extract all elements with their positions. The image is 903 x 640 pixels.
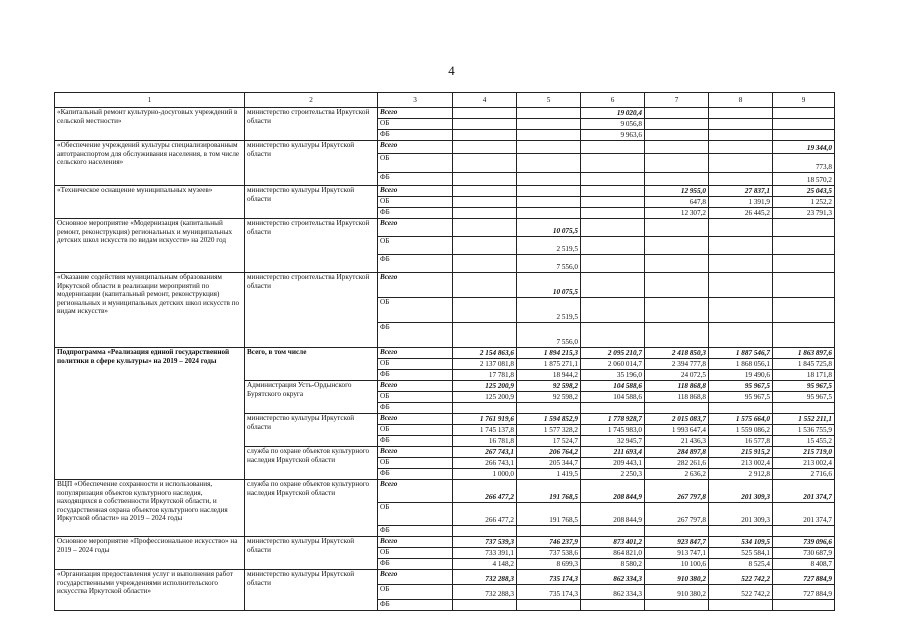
- value-cell: 266 477,2: [453, 480, 517, 503]
- col-header: 2: [245, 93, 378, 108]
- funding-source: ФБ: [378, 436, 453, 447]
- funding-source: ОБ: [378, 119, 453, 130]
- value-cell: [709, 108, 773, 119]
- funding-source: ФБ: [378, 526, 453, 537]
- funding-source: Всего: [378, 141, 453, 154]
- value-cell: [709, 403, 773, 414]
- value-cell: [453, 298, 517, 323]
- value-cell: 1 761 919,6: [453, 414, 517, 425]
- table-row: [55, 348, 835, 359]
- table-row: [55, 480, 835, 503]
- value-cell: [517, 600, 581, 611]
- table-row: [55, 186, 835, 197]
- value-cell: 24 072,5: [645, 370, 709, 381]
- value-cell: [645, 273, 709, 298]
- value-cell: 95 967,5: [709, 392, 773, 403]
- value-cell: 923 847,7: [645, 537, 709, 548]
- value-cell: 18 570,2: [773, 173, 835, 186]
- value-cell: 215 719,0: [773, 447, 835, 458]
- value-cell: 1 745 983,0: [581, 425, 645, 436]
- value-cell: 15 455,2: [773, 436, 835, 447]
- table-row: [55, 108, 835, 119]
- value-cell: [453, 273, 517, 298]
- value-cell: [773, 108, 835, 119]
- value-cell: 733 391,1: [453, 548, 517, 559]
- value-cell: [773, 298, 835, 323]
- value-cell: [773, 119, 835, 130]
- funding-source: ОБ: [378, 154, 453, 173]
- value-cell: 732 288,3: [453, 570, 517, 585]
- value-cell: 1 575 664,0: [709, 414, 773, 425]
- value-cell: 9 056,8: [581, 119, 645, 130]
- measure-name: «Обеспечение учреждений культуры специализированным автотранспортом для обслуживания населения, в том числе сельского населения»: [55, 141, 245, 186]
- value-cell: [773, 323, 835, 348]
- value-cell: 10 075,5: [517, 273, 581, 298]
- value-cell: [709, 141, 773, 154]
- value-cell: [709, 119, 773, 130]
- value-cell: 267 743,1: [453, 447, 517, 458]
- value-cell: 201 374,7: [773, 503, 835, 526]
- value-cell: 205 344,7: [517, 458, 581, 469]
- value-cell: 215 915,2: [709, 447, 773, 458]
- value-cell: 8 580,2: [581, 559, 645, 570]
- col-header: 4: [453, 93, 517, 108]
- value-cell: 1 845 725,8: [773, 359, 835, 370]
- value-cell: [453, 119, 517, 130]
- executor: министерство культуры Иркутской области: [245, 414, 378, 447]
- value-cell: 16 577,8: [709, 436, 773, 447]
- value-cell: 104 588,6: [581, 381, 645, 392]
- funding-source: Всего: [378, 381, 453, 392]
- value-cell: 266 743,1: [453, 458, 517, 469]
- value-cell: 95 967,5: [773, 392, 835, 403]
- value-cell: [773, 255, 835, 273]
- value-cell: 1 552 211,1: [773, 414, 835, 425]
- value-cell: 201 309,3: [709, 480, 773, 503]
- value-cell: 25 043,5: [773, 186, 835, 197]
- value-cell: 735 174,3: [517, 585, 581, 600]
- value-cell: 1 252,2: [773, 197, 835, 208]
- col-header: 3: [378, 93, 453, 108]
- funding-source: ОБ: [378, 298, 453, 323]
- value-cell: [773, 130, 835, 141]
- funding-source: Всего: [378, 273, 453, 298]
- value-cell: 118 868,8: [645, 381, 709, 392]
- value-cell: 1 993 647,4: [645, 425, 709, 436]
- page-number: 4: [448, 63, 455, 78]
- value-cell: [581, 154, 645, 173]
- value-cell: 522 742,2: [709, 570, 773, 585]
- value-cell: 10 075,5: [517, 219, 581, 237]
- value-cell: 1 594 852,9: [517, 414, 581, 425]
- funding-source: ОБ: [378, 237, 453, 255]
- value-cell: [581, 237, 645, 255]
- col-header: 5: [517, 93, 581, 108]
- executor: служба по охране объектов культурного наследия Иркутской области: [245, 480, 378, 537]
- value-cell: 1 778 928,7: [581, 414, 645, 425]
- value-cell: 737 538,6: [517, 548, 581, 559]
- value-cell: 4 148,2: [453, 559, 517, 570]
- value-cell: [773, 526, 835, 537]
- value-cell: [709, 273, 773, 298]
- funding-source: ФБ: [378, 130, 453, 141]
- value-cell: [581, 173, 645, 186]
- measure-name: «Организация предоставления услуг и выполнения работ государственными учреждениями исполнительского искусства Иркутской области»: [55, 570, 245, 611]
- value-cell: 2 095 210,7: [581, 348, 645, 359]
- value-cell: 647,8: [645, 197, 709, 208]
- value-cell: [453, 173, 517, 186]
- value-cell: 862 334,3: [581, 570, 645, 585]
- value-cell: [453, 323, 517, 348]
- value-cell: 1 863 897,6: [773, 348, 835, 359]
- value-cell: 21 436,3: [645, 436, 709, 447]
- value-cell: 10 100,6: [645, 559, 709, 570]
- value-cell: 206 764,2: [517, 447, 581, 458]
- value-cell: 17 781,8: [453, 370, 517, 381]
- value-cell: 910 380,2: [645, 585, 709, 600]
- value-cell: 18 171,8: [773, 370, 835, 381]
- value-cell: [709, 173, 773, 186]
- value-cell: [517, 208, 581, 219]
- value-cell: [453, 130, 517, 141]
- value-cell: 266 477,2: [453, 503, 517, 526]
- value-cell: [517, 108, 581, 119]
- table-row: [55, 219, 835, 237]
- value-cell: 118 868,8: [645, 392, 709, 403]
- value-cell: [581, 141, 645, 154]
- value-cell: 2 015 083,7: [645, 414, 709, 425]
- value-cell: 2 137 081,8: [453, 359, 517, 370]
- value-cell: 2 912,8: [709, 469, 773, 480]
- value-cell: 9 963,6: [581, 130, 645, 141]
- col-header: 7: [645, 93, 709, 108]
- table-row: [55, 537, 835, 548]
- value-cell: 17 524,7: [517, 436, 581, 447]
- funding-source: ОБ: [378, 392, 453, 403]
- value-cell: [517, 197, 581, 208]
- value-cell: 910 380,2: [645, 570, 709, 585]
- value-cell: 2 418 850,3: [645, 348, 709, 359]
- value-cell: 95 967,5: [709, 381, 773, 392]
- value-cell: 2 636,2: [645, 469, 709, 480]
- value-cell: [773, 219, 835, 237]
- value-cell: [453, 186, 517, 197]
- value-cell: 12 307,2: [645, 208, 709, 219]
- measure-name: Основное мероприятие «Модернизация (капитальный ремонт, реконструкция) региональных и муниципальных детских школ искусств по видам искусств» на 2020 год: [55, 219, 245, 273]
- value-cell: 522 742,2: [709, 585, 773, 600]
- value-cell: 1 559 086,2: [709, 425, 773, 436]
- value-cell: 27 837,1: [709, 186, 773, 197]
- value-cell: [453, 600, 517, 611]
- value-cell: [453, 197, 517, 208]
- value-cell: [453, 141, 517, 154]
- budget-table: [54, 92, 835, 611]
- value-cell: [517, 186, 581, 197]
- executor: Всего, в том числе: [245, 348, 378, 381]
- value-cell: [453, 237, 517, 255]
- value-cell: 534 109,5: [709, 537, 773, 548]
- value-cell: 201 309,3: [709, 503, 773, 526]
- value-cell: 739 096,6: [773, 537, 835, 548]
- value-cell: [709, 323, 773, 348]
- value-cell: 104 588,6: [581, 392, 645, 403]
- value-cell: [645, 154, 709, 173]
- measure-name: Основное мероприятие «Профессиональное искусство» на 2019 – 2024 годы: [55, 537, 245, 570]
- funding-source: ФБ: [378, 600, 453, 611]
- value-cell: [709, 130, 773, 141]
- funding-source: ФБ: [378, 255, 453, 273]
- value-cell: [645, 600, 709, 611]
- value-cell: 92 598,2: [517, 381, 581, 392]
- value-cell: 125 200,9: [453, 381, 517, 392]
- measure-name: Подпрограмма «Реализация единой государственной политики в сфере культуры» на 2019 – 2024 годы: [55, 348, 245, 480]
- executor: министерство культуры Иркутской области: [245, 141, 378, 186]
- value-cell: 26 445,2: [709, 208, 773, 219]
- value-cell: [453, 219, 517, 237]
- value-cell: 267 797,8: [645, 480, 709, 503]
- table-body: [55, 108, 835, 611]
- value-cell: 1 577 328,2: [517, 425, 581, 436]
- value-cell: [581, 186, 645, 197]
- value-cell: [645, 219, 709, 237]
- value-cell: 213 002,4: [709, 458, 773, 469]
- value-cell: [645, 403, 709, 414]
- value-cell: 732 288,3: [453, 585, 517, 600]
- value-cell: 735 174,3: [517, 570, 581, 585]
- value-cell: [645, 108, 709, 119]
- value-cell: 1 536 755,9: [773, 425, 835, 436]
- value-cell: [581, 526, 645, 537]
- funding-source: ОБ: [378, 425, 453, 436]
- value-cell: [645, 173, 709, 186]
- value-cell: 19 020,4: [581, 108, 645, 119]
- value-cell: [517, 173, 581, 186]
- funding-source: Всего: [378, 480, 453, 503]
- value-cell: 864 821,0: [581, 548, 645, 559]
- value-cell: 211 693,4: [581, 447, 645, 458]
- funding-source: ОБ: [378, 548, 453, 559]
- funding-source: ОБ: [378, 585, 453, 600]
- funding-source: ОБ: [378, 197, 453, 208]
- value-cell: [581, 208, 645, 219]
- value-cell: 727 884,9: [773, 585, 835, 600]
- value-cell: 8 699,3: [517, 559, 581, 570]
- value-cell: 7 556,0: [517, 255, 581, 273]
- value-cell: 208 844,9: [581, 480, 645, 503]
- value-cell: 267 797,8: [645, 503, 709, 526]
- value-cell: 1 894 215,3: [517, 348, 581, 359]
- value-cell: [517, 526, 581, 537]
- value-cell: [517, 119, 581, 130]
- value-cell: 913 747,1: [645, 548, 709, 559]
- value-cell: 1 000,0: [453, 469, 517, 480]
- funding-source: ФБ: [378, 208, 453, 219]
- funding-source: Всего: [378, 108, 453, 119]
- value-cell: 1 868 056,1: [709, 359, 773, 370]
- value-cell: 1 391,9: [709, 197, 773, 208]
- col-header: 8: [709, 93, 773, 108]
- value-cell: [453, 208, 517, 219]
- value-cell: [453, 403, 517, 414]
- value-cell: [645, 298, 709, 323]
- table-row: [55, 273, 835, 298]
- value-cell: 873 401,2: [581, 537, 645, 548]
- executor: министерство строительства Иркутской области: [245, 219, 378, 273]
- value-cell: 209 443,1: [581, 458, 645, 469]
- value-cell: 125 200,9: [453, 392, 517, 403]
- value-cell: 2 716,6: [773, 469, 835, 480]
- value-cell: 208 844,9: [581, 503, 645, 526]
- value-cell: [709, 600, 773, 611]
- funding-source: ОБ: [378, 503, 453, 526]
- value-cell: 862 334,3: [581, 585, 645, 600]
- value-cell: 32 945,7: [581, 436, 645, 447]
- executor: Администрация Усть-Ордынского Бурятского округа: [245, 381, 378, 414]
- value-cell: 730 687,9: [773, 548, 835, 559]
- value-cell: [581, 600, 645, 611]
- value-cell: 746 237,9: [517, 537, 581, 548]
- value-cell: [581, 197, 645, 208]
- value-cell: [709, 526, 773, 537]
- funding-source: ФБ: [378, 403, 453, 414]
- value-cell: 19 490,6: [709, 370, 773, 381]
- value-cell: 191 768,5: [517, 480, 581, 503]
- value-cell: 1 419,5: [517, 469, 581, 480]
- value-cell: [517, 130, 581, 141]
- measure-name: «Оказание содействия муниципальным образованиям Иркутской области в реализации мероприятий по модернизации (капитальный ремонт, реконструкция) региональных и муниципальных детских школ искусств по видам искусств»: [55, 273, 245, 348]
- value-cell: 92 598,2: [517, 392, 581, 403]
- value-cell: 2 519,5: [517, 237, 581, 255]
- value-cell: [709, 219, 773, 237]
- value-cell: [709, 255, 773, 273]
- value-cell: [453, 108, 517, 119]
- measure-name: «Техническое оснащение муниципальных музеев»: [55, 186, 245, 219]
- value-cell: [453, 526, 517, 537]
- value-cell: 737 539,3: [453, 537, 517, 548]
- value-cell: 19 344,0: [773, 141, 835, 154]
- value-cell: 727 884,9: [773, 570, 835, 585]
- value-cell: [645, 130, 709, 141]
- funding-source: ОБ: [378, 458, 453, 469]
- value-cell: 525 584,1: [709, 548, 773, 559]
- value-cell: [709, 237, 773, 255]
- col-header: 1: [55, 93, 245, 108]
- value-cell: [709, 154, 773, 173]
- value-cell: 95 967,5: [773, 381, 835, 392]
- value-cell: [517, 154, 581, 173]
- value-cell: 2 394 777,8: [645, 359, 709, 370]
- value-cell: 7 556,0: [517, 323, 581, 348]
- value-cell: 35 196,0: [581, 370, 645, 381]
- value-cell: [581, 273, 645, 298]
- value-cell: 16 781,8: [453, 436, 517, 447]
- funding-source: Всего: [378, 414, 453, 425]
- value-cell: 1 745 137,8: [453, 425, 517, 436]
- value-cell: [581, 403, 645, 414]
- value-cell: 282 261,6: [645, 458, 709, 469]
- funding-source: ФБ: [378, 323, 453, 348]
- funding-source: Всего: [378, 570, 453, 585]
- value-cell: 12 955,0: [645, 186, 709, 197]
- executor: министерство строительства Иркутской области: [245, 108, 378, 141]
- value-cell: 191 768,5: [517, 503, 581, 526]
- value-cell: 213 002,4: [773, 458, 835, 469]
- value-cell: [581, 219, 645, 237]
- value-cell: 2 154 863,6: [453, 348, 517, 359]
- value-cell: 1 875 271,1: [517, 359, 581, 370]
- value-cell: 2 060 014,7: [581, 359, 645, 370]
- value-cell: 23 791,3: [773, 208, 835, 219]
- funding-source: Всего: [378, 186, 453, 197]
- value-cell: [645, 323, 709, 348]
- value-cell: [773, 237, 835, 255]
- funding-source: ФБ: [378, 370, 453, 381]
- value-cell: [645, 237, 709, 255]
- value-cell: 8 525,4: [709, 559, 773, 570]
- executor: министерство культуры Иркутской области: [245, 537, 378, 570]
- header-row: [55, 93, 835, 108]
- executor: министерство культуры Иркутской области: [245, 570, 378, 611]
- value-cell: [773, 600, 835, 611]
- value-cell: 2 519,5: [517, 298, 581, 323]
- value-cell: [709, 298, 773, 323]
- executor: министерство строительства Иркутской области: [245, 273, 378, 348]
- executor: служба по охране объектов культурного наследия Иркутской области: [245, 447, 378, 480]
- funding-source: Всего: [378, 447, 453, 458]
- measure-name: ВЦП «Обеспечение сохранности и использования, популяризация объектов культурного наследия, находящихся в собственности Иркутской области, и государственная охрана объектов культурного наследия Иркутской области» на 2019 – 2024 годы: [55, 480, 245, 537]
- value-cell: [453, 255, 517, 273]
- value-cell: 18 944,2: [517, 370, 581, 381]
- value-cell: [517, 141, 581, 154]
- executor: министерство культуры Иркутской области: [245, 186, 378, 219]
- value-cell: [453, 154, 517, 173]
- value-cell: [645, 255, 709, 273]
- col-header: 9: [773, 93, 835, 108]
- funding-source: Всего: [378, 219, 453, 237]
- col-header: 6: [581, 93, 645, 108]
- table-row: [55, 570, 835, 585]
- value-cell: [773, 273, 835, 298]
- funding-source: Всего: [378, 537, 453, 548]
- funding-source: ФБ: [378, 173, 453, 186]
- value-cell: 201 374,7: [773, 480, 835, 503]
- funding-source: ОБ: [378, 359, 453, 370]
- value-cell: 8 408,7: [773, 559, 835, 570]
- value-cell: 1 887 546,7: [709, 348, 773, 359]
- value-cell: [645, 119, 709, 130]
- value-cell: [773, 403, 835, 414]
- value-cell: [645, 526, 709, 537]
- value-cell: 2 250,3: [581, 469, 645, 480]
- funding-source: ФБ: [378, 469, 453, 480]
- funding-source: ФБ: [378, 559, 453, 570]
- measure-name: «Капитальный ремонт культурно-досуговых учреждений в сельской местности»: [55, 108, 245, 141]
- value-cell: [581, 255, 645, 273]
- value-cell: [581, 323, 645, 348]
- value-cell: 773,8: [773, 154, 835, 173]
- value-cell: [645, 141, 709, 154]
- table-row: [55, 141, 835, 154]
- value-cell: [581, 298, 645, 323]
- value-cell: 284 897,8: [645, 447, 709, 458]
- funding-source: Всего: [378, 348, 453, 359]
- value-cell: [517, 403, 581, 414]
